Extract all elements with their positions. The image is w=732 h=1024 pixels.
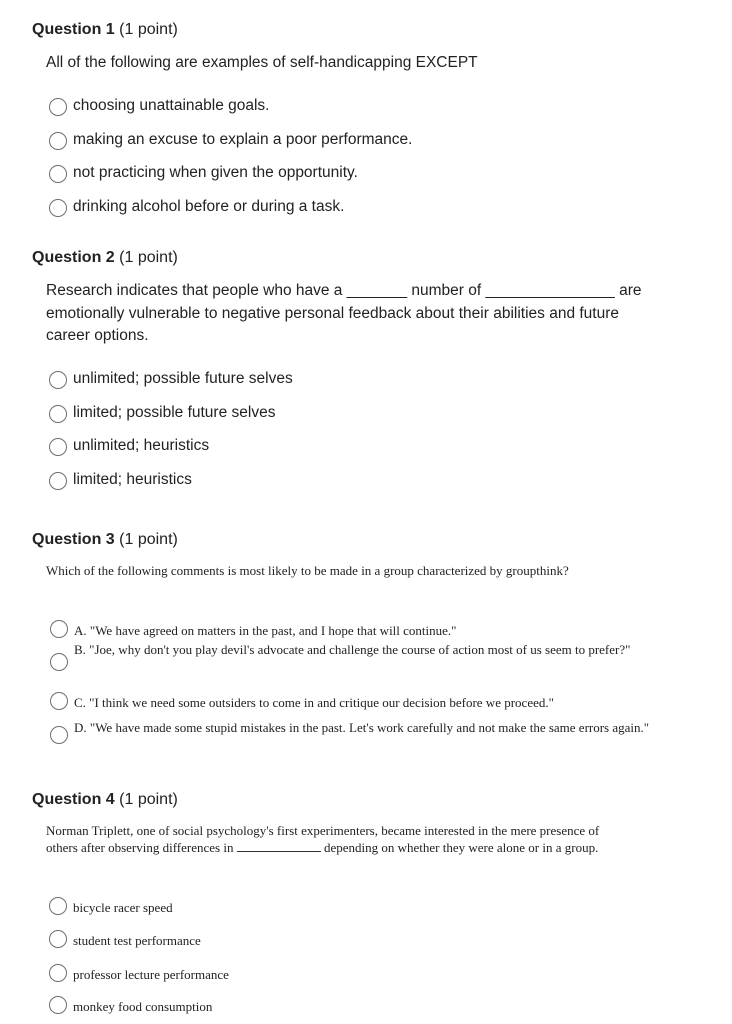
question-2-option-3-label[interactable]: unlimited; heuristics — [73, 437, 210, 454]
question-4-option-4-label[interactable]: monkey food consumption — [73, 999, 213, 1014]
question-2-option-1-radio[interactable] — [49, 371, 67, 389]
question-4-title: Question 4 — [32, 791, 115, 808]
question-4-text-line-1: Norman Triplett, one of social psychology's first experimenters, became interested in the mere presence of — [46, 823, 600, 838]
question-1-points: (1 point) — [119, 21, 178, 38]
question-3-option-d-label[interactable]: D. "We have made some stupid mistakes in the past. Let's work carefully and not make the same errors again." — [74, 720, 650, 735]
question-2-text-line-2: emotionally vulnerable to negative personal feedback about their abilities and future — [46, 304, 620, 322]
question-4-points: (1 point) — [119, 791, 178, 808]
question-2-points: (1 point) — [119, 249, 178, 266]
question-4-blank — [237, 839, 321, 852]
question-4-option-2-label[interactable]: student test performance — [73, 933, 201, 948]
question-2-option-2-radio[interactable] — [49, 405, 67, 423]
question-2-option-4-label[interactable]: limited; heuristics — [73, 471, 192, 488]
question-3-text: Which of the following comments is most likely to be made in a group characterized by groupthink? — [46, 563, 569, 578]
question-2-option-2-label[interactable]: limited; possible future selves — [73, 404, 276, 421]
question-1-option-3-radio[interactable] — [49, 165, 67, 183]
question-1-text: All of the following are examples of self-handicapping EXCEPT — [46, 54, 478, 71]
question-3-option-a-radio[interactable] — [50, 620, 68, 638]
question-4-option-2-radio[interactable] — [49, 930, 67, 948]
question-1-title: Question 1 — [32, 21, 115, 38]
question-3-option-d-radio[interactable] — [50, 726, 68, 744]
question-2-header — [32, 249, 178, 267]
question-2-text-line-1 — [46, 280, 686, 303]
question-3-option-c-label[interactable]: C. "I think we need some outsiders to come in and critique our decision before we proceed." — [74, 695, 554, 710]
question-1-header — [32, 21, 178, 39]
question-2-title: Question 2 — [32, 249, 115, 266]
question-3-header — [32, 531, 178, 549]
question-1-option-3-label[interactable]: not practicing when given the opportunity. — [73, 164, 358, 181]
question-3-option-b-label[interactable]: B. "Joe, why don't you play devil's advocate and challenge the course of action most of us seem to prefer?" — [74, 642, 631, 657]
question-3-option-a-label[interactable]: A. "We have agreed on matters in the past, and I hope that will continue." — [74, 623, 457, 638]
question-4-text-part-2a: others after observing differences in — [46, 840, 234, 855]
question-2-text-line-3: career options. — [46, 327, 149, 344]
question-1-option-1-radio[interactable] — [49, 98, 67, 116]
question-4-option-1-radio[interactable] — [49, 897, 67, 915]
question-3-option-c-radio[interactable] — [50, 692, 68, 710]
question-2-option-3-radio[interactable] — [49, 438, 67, 456]
question-3-option-b-radio[interactable] — [50, 653, 68, 671]
question-1-option-4-radio[interactable] — [49, 199, 67, 217]
question-2-option-4-radio[interactable] — [49, 472, 67, 490]
question-3-title: Question 3 — [32, 531, 115, 548]
question-2-text-part-1: Research indicates that people who have a _______ number of _______________ are — [46, 282, 642, 299]
question-1-option-2-radio[interactable] — [49, 132, 67, 150]
question-4-text — [46, 822, 706, 856]
question-4-text-part-2b: depending on whether they were alone or in a group. — [323, 840, 599, 855]
question-2-text — [46, 280, 686, 348]
question-4-option-3-radio[interactable] — [49, 964, 67, 982]
question-4-header — [32, 791, 178, 809]
question-3-points: (1 point) — [119, 531, 178, 548]
question-1-option-2-label[interactable]: making an excuse to explain a poor performance. — [73, 131, 413, 148]
question-4-text-line-2 — [46, 839, 706, 856]
question-4-option-4-radio[interactable] — [49, 996, 67, 1014]
question-2-option-1-label[interactable]: unlimited; possible future selves — [73, 370, 293, 387]
question-4-option-1-label[interactable]: bicycle racer speed — [73, 900, 173, 915]
question-1-option-4-label[interactable]: drinking alcohol before or during a task. — [73, 198, 345, 215]
question-4-option-3-label[interactable]: professor lecture performance — [73, 967, 229, 982]
question-1-option-1-label[interactable]: choosing unattainable goals. — [73, 97, 270, 114]
